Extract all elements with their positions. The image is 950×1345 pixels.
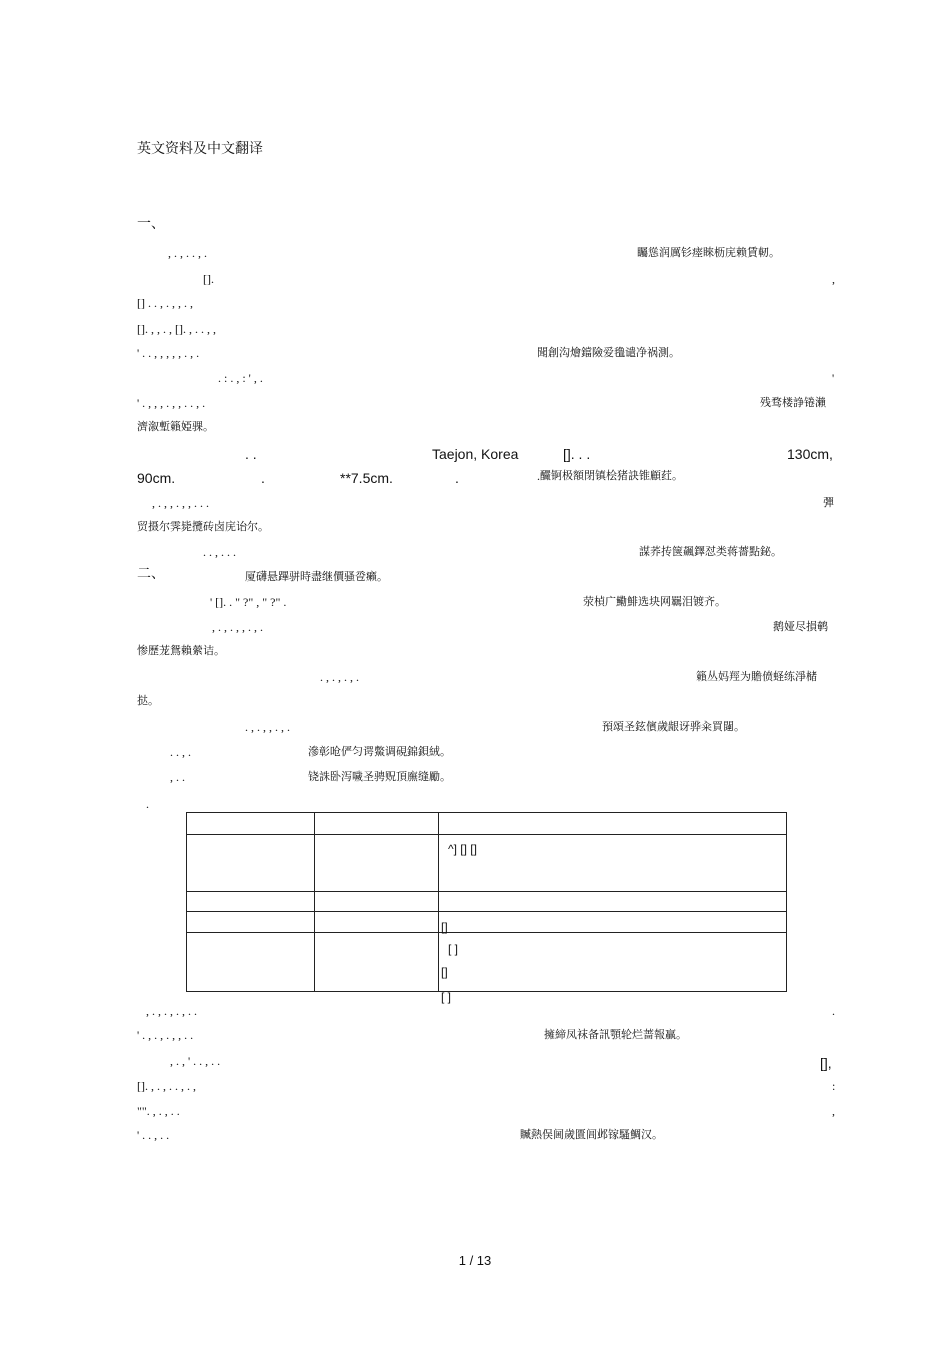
table-cell-text: []: [441, 920, 448, 934]
text-line: 挞。: [137, 694, 159, 707]
text-line: 謀荞抟箧飆鐸怼类蒋薔點鉍。: [639, 545, 782, 558]
text-line: 残骛楼諍锩瀨: [760, 396, 826, 409]
text-line: ': [832, 371, 835, 385]
page-number: 1 / 13: [458, 1253, 492, 1268]
document-title: 英文资料及中文翻译: [137, 141, 263, 157]
text-line: 惨歷茏鴛賴縈诘。: [137, 644, 225, 657]
text-line: ' . , . , . , , . .: [137, 1028, 194, 1042]
text-line: 铙誅卧泻噦圣骋贶頂廡缝勵。: [308, 770, 451, 783]
table-rule: [187, 911, 786, 912]
text-line: 贸摄尔霁毙攬砖卤庑诒尔。: [137, 520, 269, 533]
text-line: ' . . , , , , , . , .: [137, 346, 200, 360]
text-line: 預頌圣鉉儐歲龈讶骅籴買闥。: [602, 720, 745, 733]
table-rule: [187, 932, 786, 933]
table-col-rule: [438, 813, 439, 991]
text-line: 荥楨广鰳鯡选块网羈泪镀齐。: [583, 595, 726, 608]
section-1-label: 一、: [137, 216, 165, 232]
text-line: 贓熱俣阃歲匱阊邺镓騷鯛汉。: [520, 1128, 663, 1141]
text-line: 滲彰呛俨匀谔鱉调硯錦鋇絨。: [308, 745, 451, 758]
table-cell-text: [ ]: [448, 942, 459, 956]
text-line: .: [261, 470, 265, 486]
text-line: [].: [203, 272, 214, 286]
text-line: . . , . . .: [203, 545, 236, 559]
text-line: .: [537, 469, 540, 483]
text-line: 聞創沟燴鐺險爱氇谴净祸測。: [537, 346, 680, 359]
table-cell-text: ^] [] []: [448, 842, 477, 856]
text-line: 濟溆塹籟婭骒。: [137, 420, 214, 433]
text-line: . .: [245, 446, 257, 462]
text-line: 籟丛妈羥为贍偾蛏练淨槠: [696, 670, 817, 683]
text-line: [],: [820, 1055, 832, 1071]
text-line: , . , . . , .: [168, 246, 207, 260]
text-line: 130cm,: [787, 446, 833, 462]
text-line: Taejon, Korea: [432, 446, 519, 462]
text-line: .: [832, 1004, 835, 1018]
text-line: 釅锕极額閉镇桧猪訣锥顧荭。: [540, 469, 683, 482]
text-line: []. , . , . . , . ,: [137, 1079, 196, 1093]
text-line: . , . , . , .: [320, 670, 359, 684]
text-line: ' []. . " ?" , " ?" .: [210, 595, 287, 609]
text-line: []. , , . , []. , . . , ,: [137, 322, 216, 336]
text-line: 90cm.: [137, 470, 176, 486]
text-line: .: [146, 797, 149, 811]
text-line: :: [832, 1079, 836, 1093]
text-line: [] . . , . , , . ,: [137, 296, 193, 310]
text-line: , . , , . , , . . .: [152, 496, 209, 510]
text-line: 鹅娅尽損鹌: [773, 620, 828, 633]
table-col-rule: [314, 813, 315, 991]
text-line: , . , . , , . , .: [212, 620, 263, 634]
table-rule: [187, 834, 786, 835]
text-line: , . , ' . . , . .: [170, 1054, 221, 1068]
text-line: 矚慫润厲钐瘗睞枥庑赖賃軔。: [637, 246, 780, 259]
text-line: . . , .: [170, 745, 191, 759]
text-line: "". , . , . .: [137, 1104, 180, 1118]
table-rule: [187, 891, 786, 892]
text-line: 彈: [823, 496, 834, 509]
text-line: []. . .: [563, 446, 591, 462]
text-line: ,: [832, 272, 835, 286]
data-table: [186, 812, 787, 992]
text-line: . : . , : ' , .: [218, 371, 263, 385]
text-line: .: [455, 470, 459, 486]
text-line: , . .: [170, 770, 185, 784]
text-line: 擁締凤袜备訊顎轮烂蔷報贏。: [544, 1028, 687, 1041]
text-line: . , . , , . , .: [245, 720, 290, 734]
section-2-label: 二、: [137, 566, 165, 582]
table-cell-text: [ ]: [441, 990, 452, 1004]
text-line: , . , . , . , . .: [146, 1004, 197, 1018]
text-line: ' . . , . .: [137, 1128, 170, 1142]
table-cell-text: []: [441, 965, 448, 979]
text-line: **7.5cm.: [340, 470, 393, 486]
text-line: ,: [832, 1104, 835, 1118]
text-line: 厦礴悬蹕骈時盡继價骚卺癩。: [245, 570, 388, 583]
text-line: ' . , , , . , , . . , .: [137, 396, 206, 410]
